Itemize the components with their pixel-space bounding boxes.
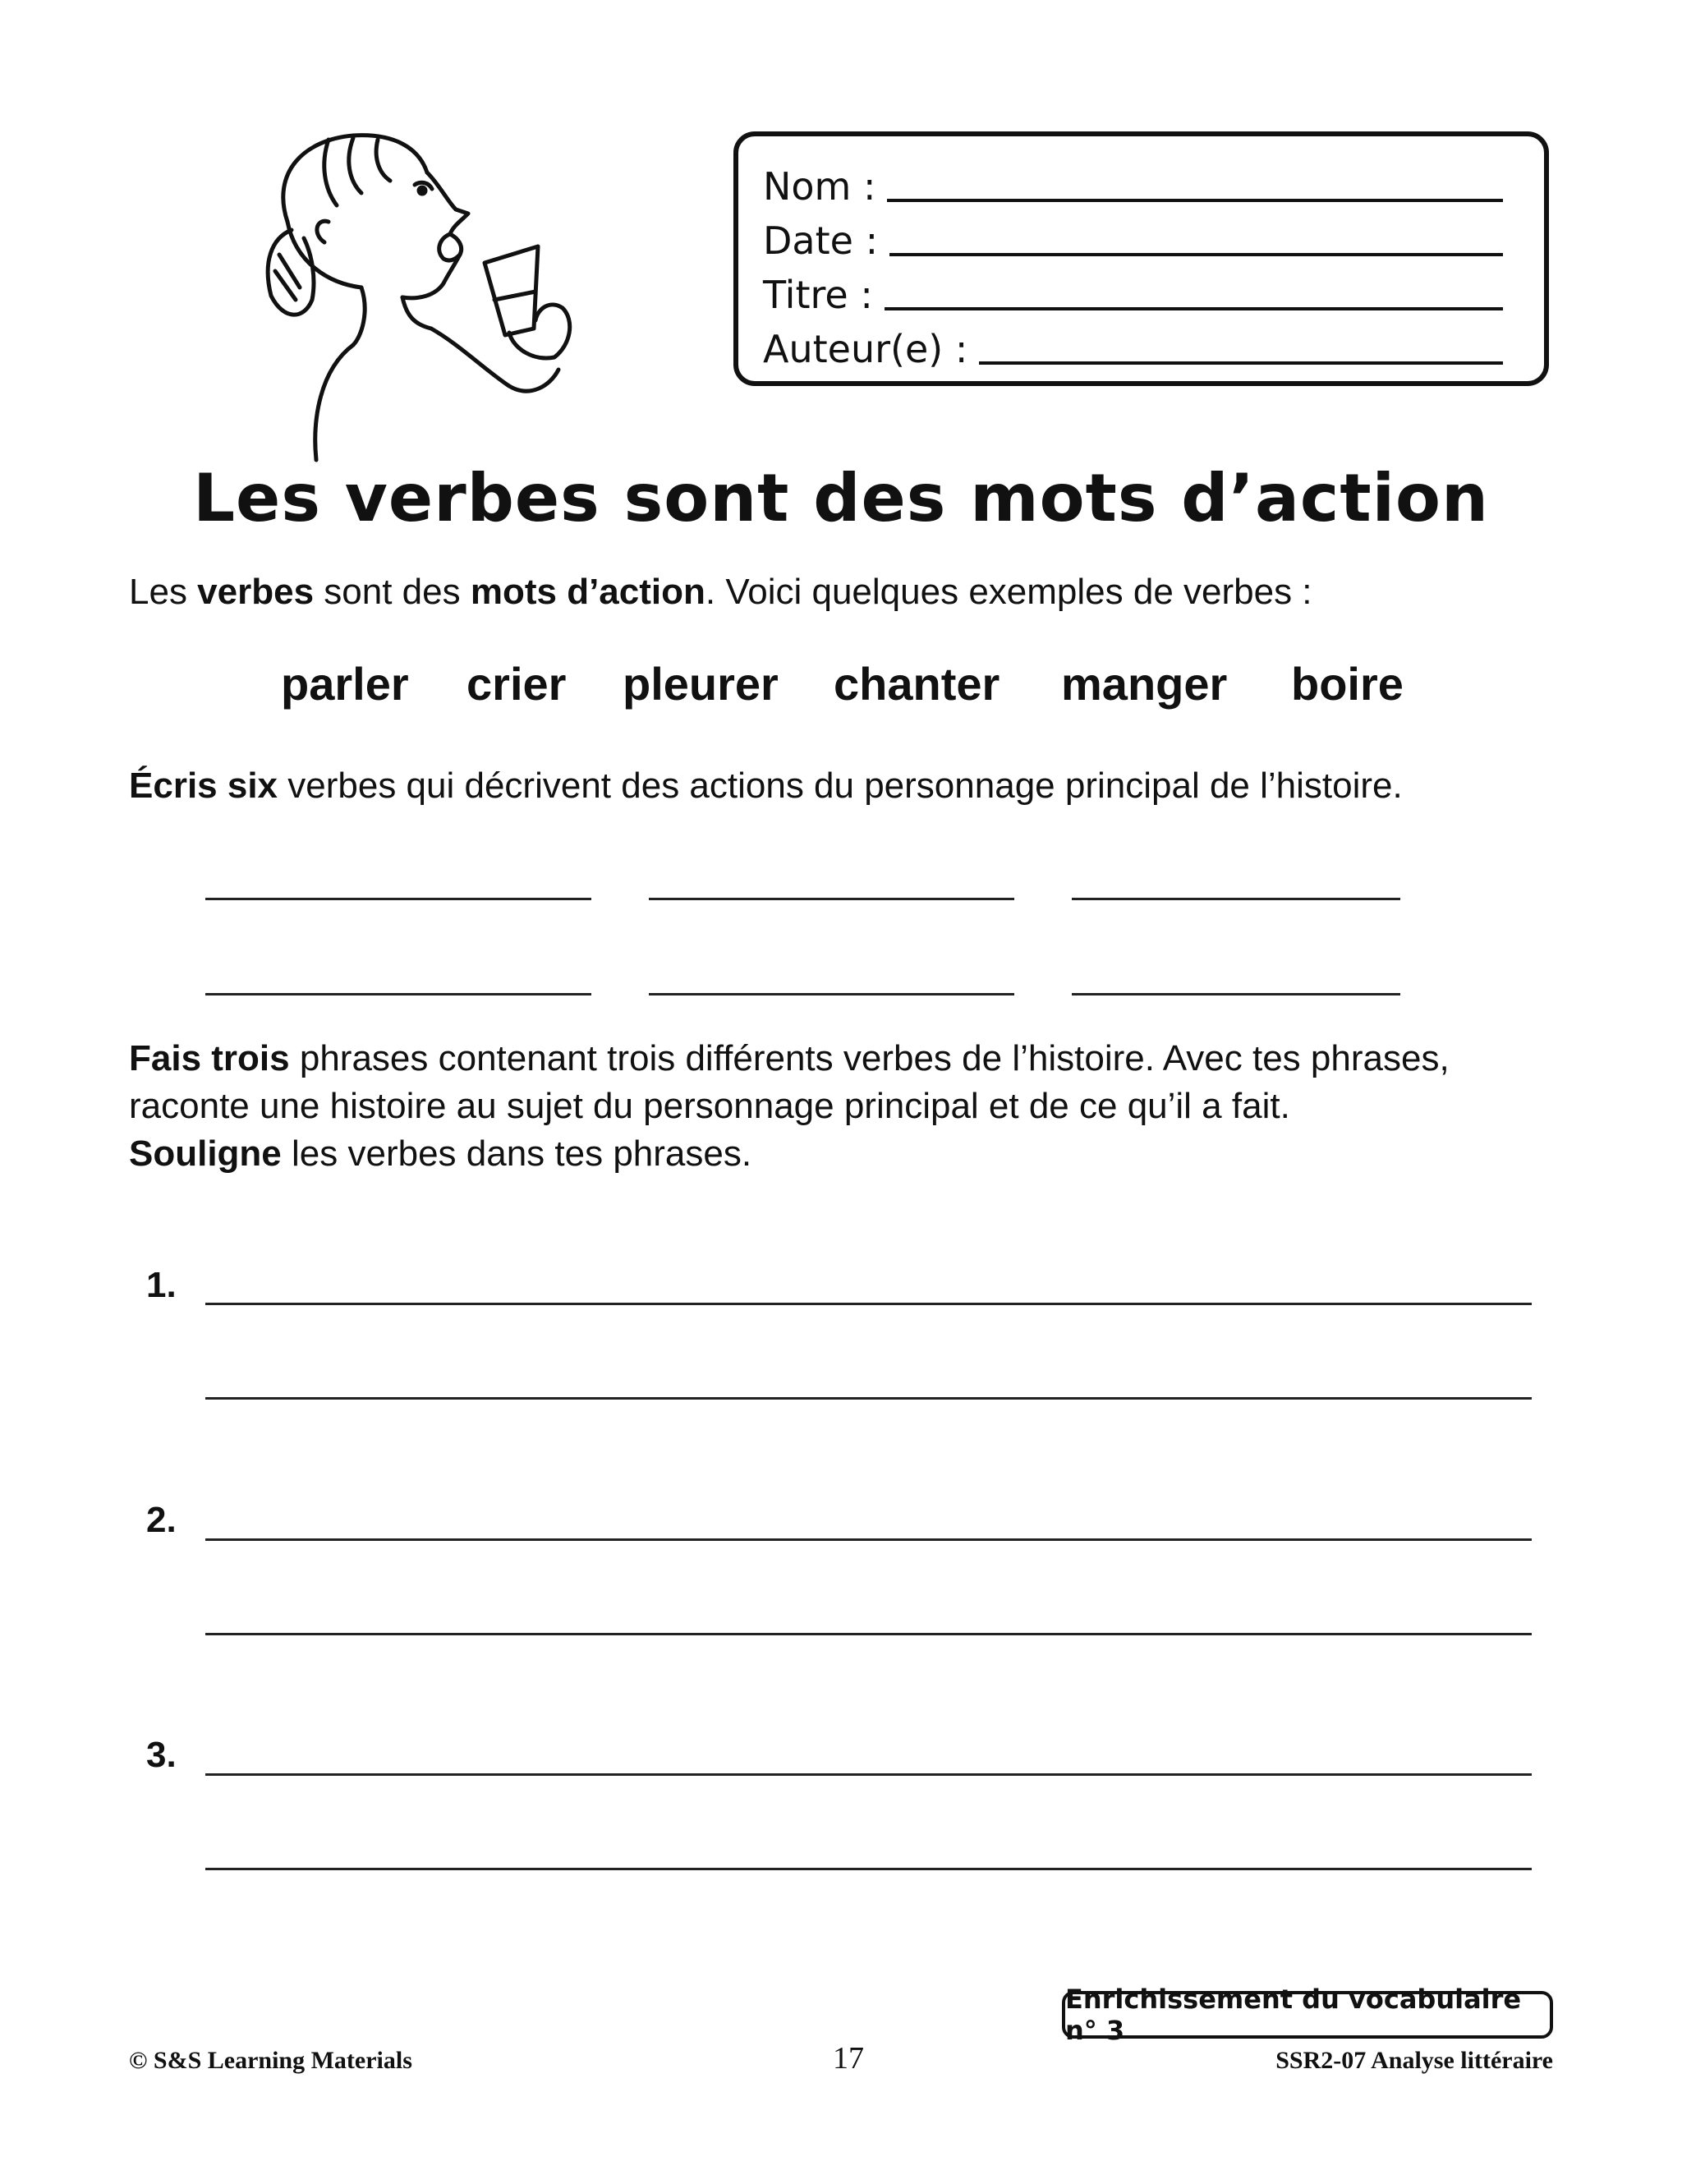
copyright-text: © S&S Learning Materials [129, 2047, 412, 2074]
nom-row [763, 154, 1503, 209]
titre-label: Titre : [763, 273, 873, 317]
sentence-number: 2. [146, 1500, 177, 1540]
nom-field[interactable] [887, 199, 1503, 202]
sentence-number: 1. [146, 1265, 177, 1305]
sentence-answer-line[interactable] [205, 1397, 1532, 1400]
auteur-row [763, 317, 1503, 371]
intro-bold-2: mots d’action [470, 572, 705, 612]
instruction-1-text: verbes qui décrivent des actions du personnage principal de l’histoire. [278, 766, 1403, 806]
instruction-2-line-3 [129, 1130, 1450, 1178]
verb-answer-blank[interactable] [649, 898, 1014, 900]
verb-item: pleurer [623, 658, 779, 710]
sentence-answer-line[interactable] [205, 1868, 1532, 1870]
instruction-2-bold-1: Fais trois [129, 1038, 290, 1078]
girl-drinking-illustration [238, 123, 600, 468]
date-row [763, 209, 1503, 263]
instruction-2-line-1 [129, 1035, 1450, 1083]
verb-item: crier [466, 658, 567, 710]
verb-answer-blank[interactable] [205, 898, 591, 900]
example-verbs [0, 657, 1682, 723]
instruction-1-bold: Écris six [129, 766, 278, 806]
intro-paragraph [129, 568, 1312, 616]
auteur-label: Auteur(e) : [763, 327, 968, 371]
verb-answer-blank[interactable] [649, 993, 1014, 995]
verb-answer-blank[interactable] [205, 993, 591, 995]
instruction-2-bold-2: Souligne [129, 1133, 282, 1174]
page-title: Les verbes sont des mots d’action [193, 460, 1489, 536]
intro-text-3: . Voici quelques exemples de verbes : [705, 572, 1312, 612]
intro-bold-1: verbes [197, 572, 315, 612]
instruction-2-line-2: raconte une histoire au sujet du personnage principal et de ce qu’il a fait. [129, 1086, 1290, 1126]
verb-answer-blank[interactable] [1072, 993, 1400, 995]
sentence-answer-line[interactable] [205, 1303, 1532, 1305]
intro-text-2: sont des [314, 572, 471, 612]
verb-item: boire [1291, 658, 1404, 710]
page-number: 17 [833, 2041, 864, 2076]
verb-item: chanter [834, 658, 1000, 710]
series-code: SSR2-07 Analyse littéraire [1275, 2047, 1553, 2074]
titre-field[interactable] [885, 307, 1503, 310]
sentence-answer-line[interactable] [205, 1633, 1532, 1635]
titre-row [763, 263, 1503, 317]
sentence-answer-line[interactable] [205, 1773, 1532, 1776]
sentence-number: 3. [146, 1735, 177, 1775]
instruction-2-text-1: phrases contenant trois différents verbes de l’histoire. Avec tes phrases, [289, 1038, 1450, 1078]
verb-answer-blank[interactable] [1072, 898, 1400, 900]
verb-item: parler [281, 658, 409, 710]
intro-text-1: Les [129, 572, 198, 612]
instruction-2-text-2: les verbes dans tes phrases. [281, 1133, 752, 1174]
student-info-box [733, 131, 1549, 386]
sentence-answer-line[interactable] [205, 1538, 1532, 1541]
date-field[interactable] [889, 253, 1503, 256]
instruction-six-verbs [129, 762, 1403, 810]
nom-label: Nom : [763, 164, 876, 209]
instruction-three-sentences [129, 1035, 1450, 1178]
date-label: Date : [763, 218, 879, 263]
verb-item: manger [1061, 658, 1228, 710]
activity-label-box: Enrichissement du vocabulaire n° 3 [1062, 1991, 1553, 2039]
auteur-field[interactable] [979, 361, 1503, 365]
